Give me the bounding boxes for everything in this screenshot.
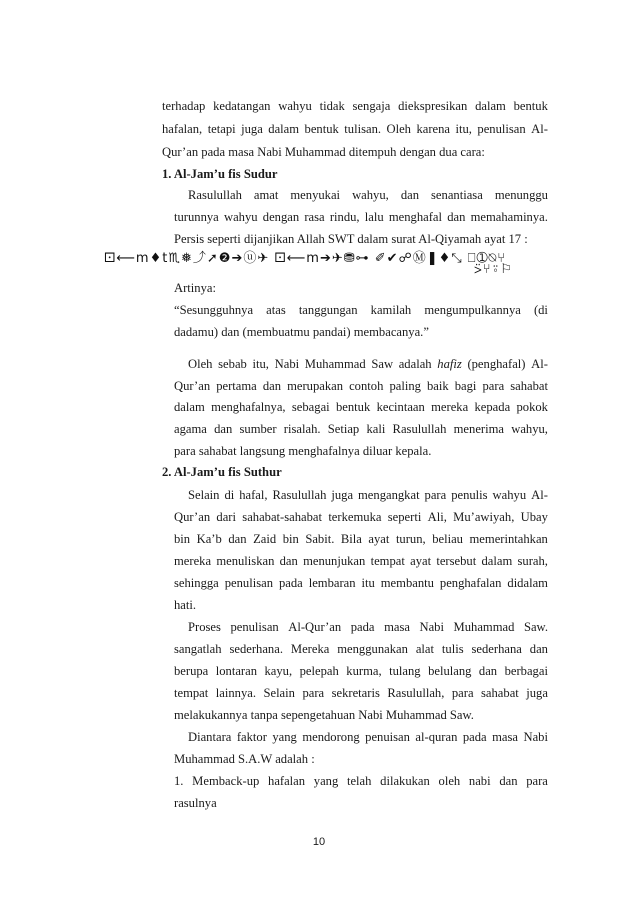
text-line: Qur’an dari sahabat-sahabat terkemuka seperti Ali, Mu’awiyah, Ubay <box>174 510 548 524</box>
text-line: hati. <box>174 598 197 612</box>
text-line: Diantara faktor yang mendorong penuisan al-quran pada masa Nabi <box>188 730 548 744</box>
text-line: sangatlah sederhana. Mereka menggunakan alat tulis sederhana dan <box>174 642 548 656</box>
text-line: melakukannya tanpa sepengetahuan Nabi Muhammad Saw. <box>174 708 474 722</box>
text-line: berupa lontaran kayu, pelepah kurma, tulang belulang dan berbagai <box>174 664 548 678</box>
text-line: Proses penulisan Al-Qur’an pada masa Nabi Muhammad Saw. <box>188 620 548 634</box>
text-line: hafalan, tetapi juga dalam bentuk tulisan. Oleh karena itu, penulisan Al- <box>162 122 548 136</box>
text-line: turunnya wahyu dengan rasa rindu, lalu menghafal dan memahaminya. <box>174 210 548 224</box>
text-line: terhadap kedatangan wahyu tidak sengaja diekspresikan dalam bentuk <box>162 99 548 113</box>
text-line: Muhammad S.A.W adalah : <box>174 752 315 766</box>
text-line: Rasulullah amat menyukai wahyu, dan senantiasa menunggu <box>188 188 548 202</box>
text-line: rasulnya <box>174 796 217 810</box>
text-line: Persis seperti dijanjikan Allah SWT dalam surat Al-Qiyamah ayat 17 : <box>174 232 528 246</box>
text-line: para sahabat langsung menghafalnya diluar kepala. <box>174 444 432 458</box>
page-number: 10 <box>312 836 326 848</box>
text-line: 1. Memback-up hafalan yang telah dilakukan oleh nabi dan para <box>174 774 548 788</box>
text-line: agama dan sumber risalah. Setiap kali Rasulullah menerima wahyu, <box>174 422 548 436</box>
text-line: Qur’an pertama dan merupakan contoh paling baik bagi para sahabat <box>174 379 548 393</box>
text-line: dadamu) dan (membuatmu pandai) membacanya.” <box>174 325 429 339</box>
arabic-verse-glyphs-line2: ⍩⑂⍤⚐ <box>474 262 514 277</box>
text-line: Artinya: <box>174 281 216 295</box>
text-line: bin Ka’b dan Zaid bin Sabit. Bila ayat turun, beliau memerintahkan <box>174 532 548 546</box>
text-line: Selain di hafal, Rasulullah juga mengangkat para penulis wahyu Al- <box>188 488 548 502</box>
section-heading: 2. Al-Jam’u fis Suthur <box>162 465 282 479</box>
text-line: mereka menuliskan dan menunjukan tempat ayat tersebut dalam surah, <box>174 554 548 568</box>
text-line: tempat lainnya. Selain para sekretaris Rasulullah, para sahabat juga <box>174 686 548 700</box>
text-line: “Sesungguhnya atas tanggungan kamilah mengumpulkannya (di <box>174 303 548 317</box>
text-line: dalam menghafalnya, sebagai bentuk kecintaan mereka kepada pokok <box>174 400 548 414</box>
arabic-verse-glyphs: ⚀⟵m♦t♏❅⤴➚❷➔ⓤ✈ ⚀⟵m➔✈⛃⊶ ✐✔☍Ⓜ❚♦⤡ ⎕➀⍉⑂ <box>104 251 507 266</box>
text-line: Qur’an pada masa Nabi Muhammad ditempuh dengan dua cara: <box>162 145 485 159</box>
text-line: Oleh sebab itu, Nabi Muhammad Saw adalah hafiz (penghafal) Al- <box>188 357 548 371</box>
section-heading: 1. Al-Jam’u fis Sudur <box>162 167 278 181</box>
text-line: sehingga penulisan pada lembaran itu membantu penghafalan didalam <box>174 576 548 590</box>
